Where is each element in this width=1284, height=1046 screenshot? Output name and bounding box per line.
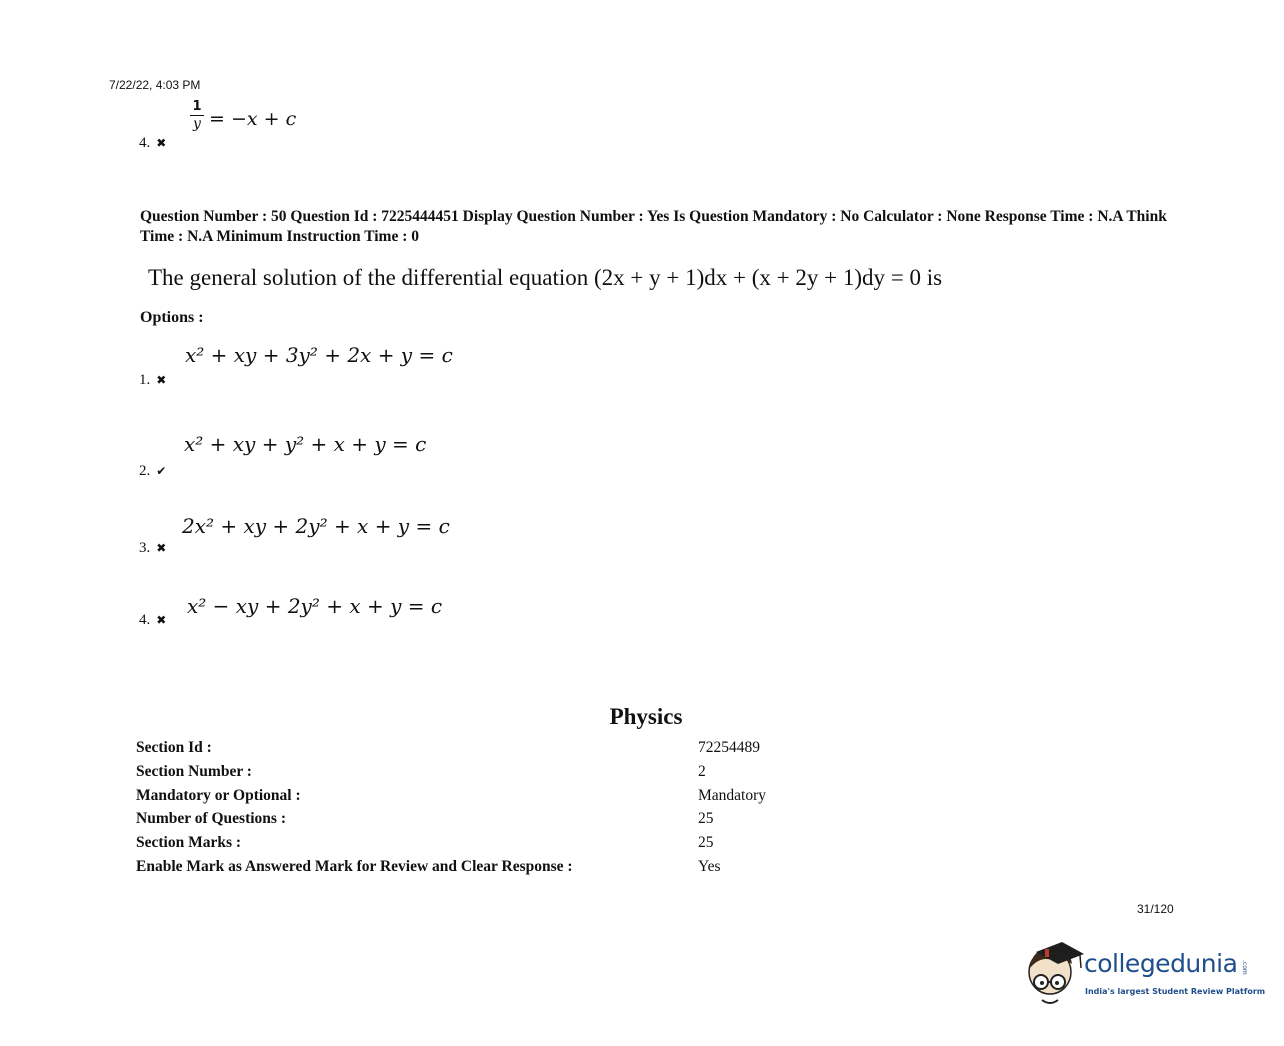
option-3-expression: 2x² + xy + 2y² + x + y = c (182, 514, 450, 538)
logo-tagline: India's largest Student Review Platform (1085, 987, 1266, 996)
option-1-expression: x² + xy + 3y² + 2x + y = c (185, 343, 453, 367)
section-number-value: 2 (698, 763, 706, 780)
prev-option-4 (139, 135, 166, 152)
cross-mark-icon: ✖ (156, 136, 167, 150)
question-meta: Question Number : 50 Question Id : 7225444451 Display Question Number : Yes Is Question Mandatory : No Calculator : None Response Time : N.A Think Time : N.A Minimum Instruction Time : 0 (140, 208, 1167, 245)
option-4-marker (139, 612, 166, 629)
question-text: The general solution of the differential equation (2x + y + 1)dx + (x + 2y + 1)dy = 0 is (148, 265, 943, 290)
section-id-value: 72254489 (698, 739, 760, 756)
question-count-value: 25 (698, 810, 714, 827)
mandatory-label: Mandatory or Optional : (136, 787, 301, 804)
options-label: Options : (140, 309, 204, 326)
logo-domain: .com (1241, 960, 1248, 975)
option-number: 4. (139, 612, 151, 628)
option-1-marker (139, 372, 166, 389)
check-mark-icon: ✔ (156, 464, 167, 478)
cross-mark-icon: ✖ (156, 541, 167, 555)
section-marks-value: 25 (698, 834, 714, 851)
fraction-denominator: y (193, 116, 201, 132)
fraction-numerator: 1 (190, 98, 204, 116)
section-number-label: Section Number : (136, 763, 252, 780)
option-4-expression: x² − xy + 2y² + x + y = c (187, 594, 443, 618)
option-number: 3. (139, 540, 151, 556)
option-2-marker (139, 463, 166, 480)
prev-option-fraction (190, 98, 204, 133)
option-2-expression: x² + xy + y² + x + y = c (184, 432, 427, 456)
enable-mark-label: Enable Mark as Answered Mark for Review and Clear Response : (136, 858, 573, 875)
option-3-marker (139, 540, 166, 557)
page-number: 31/120 (1137, 902, 1174, 916)
section-id-label: Section Id : (136, 739, 212, 756)
section-title: Physics (609, 704, 683, 729)
cross-mark-icon: ✖ (156, 373, 167, 387)
cross-mark-icon: ✖ (156, 613, 167, 627)
option-number: 1. (139, 372, 151, 388)
mascot-icon (1022, 938, 1084, 1010)
question-count-label: Number of Questions : (136, 810, 286, 827)
prev-option-number: 4. (139, 135, 151, 151)
print-timestamp: 7/22/22, 4:03 PM (109, 78, 201, 92)
enable-mark-value: Yes (698, 858, 721, 875)
mandatory-value: Mandatory (698, 787, 767, 804)
option-number: 2. (139, 463, 151, 479)
prev-option-rhs: = −x + c (209, 108, 297, 130)
logo-wordmark: collegedunia (1084, 949, 1238, 978)
collegedunia-logo (1022, 938, 1266, 1010)
section-marks-label: Section Marks : (136, 834, 242, 851)
